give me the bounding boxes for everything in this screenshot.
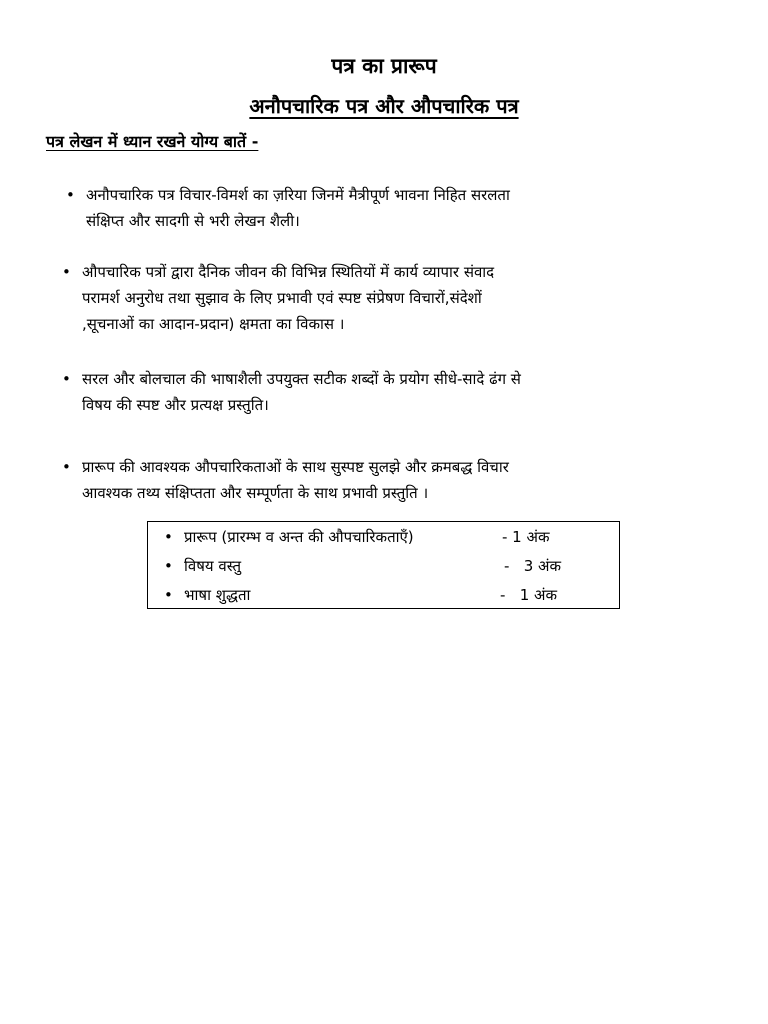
marks-row-content [164,553,241,579]
point-line: सरल और बोलचाल की भाषाशैली उपयुक्त सटीक शब्दों के प्रयोग सीधे-सादे ढंग से [82,370,521,388]
marks-row-format [164,524,414,550]
marks-label: विषय वस्तु [184,557,242,575]
bullet-point-informal-letter [66,182,726,234]
point-line: प्रारूप की आवश्यक औपचारिकताओं के साथ सुस्पष्ट सुलझे और क्रमबद्ध विचार [82,458,509,476]
section-heading: पत्र लेखन में ध्यान रखने योग्य बातें - [46,132,259,151]
bullet-icon: • [164,557,173,575]
bullet-point-format-formalities [62,454,722,506]
bullet-icon: • [62,370,71,388]
bullet-point-formal-letter [62,259,722,337]
marks-row-language [164,582,250,608]
point-line: संक्षिप्त और सादगी से भरी लेखन शैली। [86,212,300,230]
point-line: परामर्श अनुरोध तथा सुझाव के लिए प्रभावी एवं स्पष्ट संप्रेषण विचारों,संदेशों [82,289,482,307]
bullet-icon: • [66,186,75,204]
marks-value: - 1 अंक [502,528,550,546]
document-title: पत्र का प्रारूप [331,54,437,78]
bullet-icon: • [164,586,173,604]
document-subtitle: अनौपचारिक पत्र और औपचारिक पत्र [249,94,519,118]
point-line: औपचारिक पत्रों द्वारा दैनिक जीवन की विभिन्न स्थितियों में कार्य व्यापार संवाद [82,263,495,281]
bullet-point-language-style [62,366,728,418]
marks-box [147,521,620,609]
marks-value: - 3 अंक [504,557,562,575]
point-line: ,सूचनाओं का आदान-प्रदान) क्षमता का विकास । [82,315,345,333]
bullet-icon: • [164,528,173,546]
point-line: विषय की स्पष्ट और प्रत्यक्ष प्रस्तुति। [82,396,269,414]
point-line: आवश्यक तथ्य संक्षिप्तता और सम्पूर्णता के साथ प्रभावी प्रस्तुति । [82,484,429,502]
bullet-icon: • [62,263,71,281]
bullet-icon: • [62,458,71,476]
point-line: अनौपचारिक पत्र विचार-विमर्श का ज़रिया जिनमें मैत्रीपूर्ण भावना निहित सरलता [86,186,510,204]
marks-value: - 1 अंक [500,586,558,604]
marks-label: प्रारूप (प्रारम्भ व अन्त की औपचारिकताएँ) [184,528,414,546]
marks-label: भाषा शुद्धता [184,586,251,604]
